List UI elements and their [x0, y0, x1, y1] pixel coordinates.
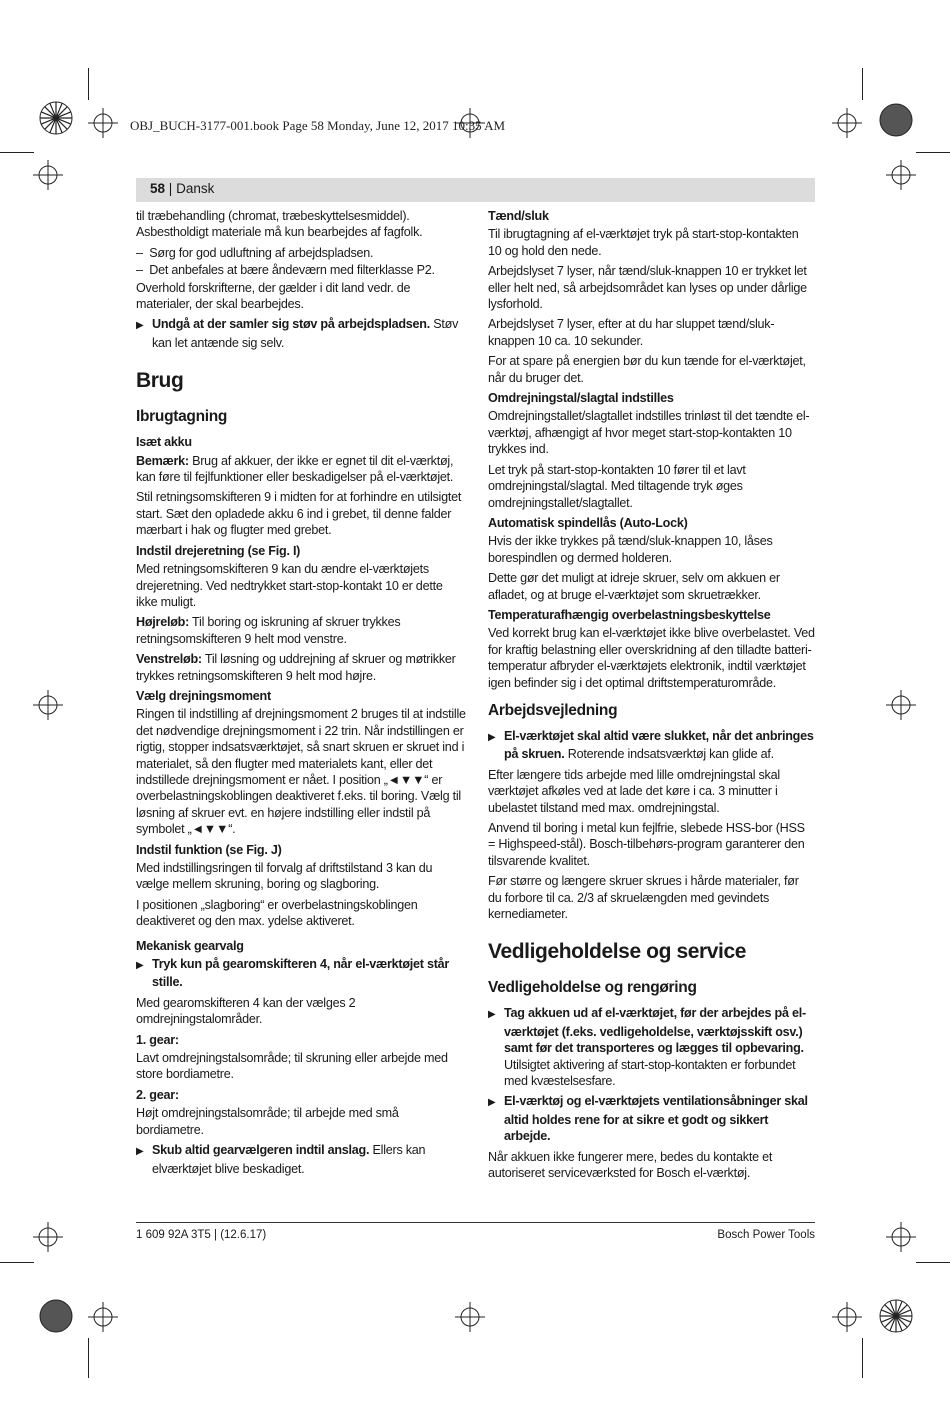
- warning-item: ▶ Tag akkuen ud af el-værktøjet, før der arbejdes på el-værktøjet (f.eks. vedligeholdelse, værktøjsskift osv.) samt før det transporteres og lægges til opbevaring. Utilsigtet aktivering af start-stop-kontakten er forbundet med kvæstelsesfare.: [488, 1006, 806, 1089]
- warning-item: ▶ Tryk kun på gearomskifteren 4, når el-værktøjet står stille.: [136, 957, 450, 990]
- paragraph: Hvis der ikke trykkes på tænd/sluk-knappen 10, låses borespindlen og dermed holderen.: [488, 534, 773, 565]
- crop-line: [916, 1262, 950, 1263]
- paragraph: til træbehandling (chromat, træbeskyttelsesmiddel). Asbestholdigt materiale må kun bearbejdes af fagfolk.: [136, 209, 423, 240]
- file-slug: OBJ_BUCH-3177-001.book Page 58 Monday, June 12, 2017 10:35 AM: [130, 118, 506, 133]
- gear-heading: 1. gear:: [136, 1032, 179, 1047]
- crop-line: [916, 152, 950, 153]
- gear-heading: 2. gear:: [136, 1087, 179, 1102]
- triangle-bullet-icon: ▶: [488, 1097, 496, 1109]
- paragraph: Ved korrekt brug kan el-værktøjet ikke blive overbelastet. Ved for kraftig belastning eller overskridning af den tilladte batteri-temperatur afbryder el-værktøjets elektronik, indtil værktøjet igen befinder sig i det optimal driftstemperaturområde.: [488, 626, 815, 690]
- topic-heading: Tænd/sluk: [488, 209, 549, 223]
- registration-mark-top-left: [36, 98, 76, 138]
- crosshair-mark-bottom-center: [455, 1302, 485, 1332]
- subsection-heading: Vedligeholdelse og rengøring: [488, 979, 697, 997]
- page-header-text: [150, 181, 214, 196]
- topic-heading: Automatisk spindellås (Auto-Lock): [488, 515, 688, 530]
- topic-heading: Indstil drejeretning (se Fig. I): [136, 543, 301, 558]
- topic-heading: Vælg drejningsmoment: [136, 688, 271, 703]
- paragraph: Efter længere tids arbejde med lille omdrejningstal skal værktøjet afkøles ved at lade det køre i ca. 3 minutter i ubelastet tilstand med max. omdrejningstal.: [488, 767, 780, 815]
- crosshair-mark-left-bottom: [33, 1222, 63, 1252]
- paragraph: Stil retningsomskifteren 9 i midten for at forhindre en utilsigtet start. Sæt den opladede akku 6 ind i grebet, til denne falder mærbart i hak og flugter med grebet.: [136, 490, 462, 538]
- paragraph: Med gearomskifteren 4 kan der vælges 2 omdrejningstalområder.: [136, 995, 356, 1027]
- note-paragraph: Bemærk: Brug af akkuer, der ikke er egnet til dit el-værktøj, kan føre til fejlfunktioner eller beskadigelser på el-værktøjet.: [136, 453, 454, 485]
- paragraph: Omdrejningstallet/slagtallet indstilles trinløst til det tændte el-værktøj, afhængigt af hvor meget start-stop-kontakten 10 trykkes ind.: [488, 409, 810, 457]
- dash-item: – Det anbefales at bære åndeværn med filterklasse P2.: [136, 263, 435, 278]
- left-column: [136, 208, 466, 1181]
- paragraph: Venstreløb: Til løsning og uddrejning af skruer og møtrikker trykkes retningsomskifteren 9 helt mod højre.: [136, 652, 456, 683]
- paragraph: For at spare på energien bør du kun tænde for el-værktøjet, når du bruger det.: [488, 354, 806, 385]
- crop-line: [862, 68, 863, 100]
- paragraph: Anvend til boring i metal kun fejlfrie, slebede HSS-bor (HSS = Highspeed-stål). Bosch-tilbehørs-program garanterer den tilsvarende kvalitet.: [488, 821, 805, 868]
- section-heading: Brug: [136, 369, 184, 393]
- crop-line: [862, 1338, 863, 1378]
- triangle-bullet-icon: ▶: [136, 320, 144, 332]
- subsection-heading: Ibrugtagning: [136, 408, 228, 426]
- paragraph: Med retningsomskifteren 9 kan du ændre el-værktøjets drejeretning. Ved nedtrykket start-stop-kontakt 10 er dette ikke muligt.: [136, 562, 443, 609]
- paragraph: Til ibrugtagning af el-værktøjet tryk på start-stop-kontakten 10 og hold den nede.: [488, 227, 799, 258]
- triangle-bullet-icon: ▶: [488, 731, 496, 743]
- crop-line: [88, 1338, 89, 1378]
- paragraph: Højreløb: Til boring og iskruning af skruer trykkes retningsomskifteren 9 helt mod venstre.: [136, 615, 401, 646]
- crosshair-mark-right-top: [886, 160, 916, 190]
- footer-document-id: 1 609 92A 3T5 | (12.6.17): [136, 1229, 267, 1241]
- topic-heading: Indstil funktion (se Fig. J): [136, 842, 282, 857]
- triangle-bullet-icon: ▶: [488, 1009, 496, 1021]
- paragraph: Overhold forskrifterne, der gælder i dit land vedr. de materialer, der skal bearbejdes.: [136, 280, 411, 312]
- registration-mark-bottom-right: [876, 1296, 916, 1336]
- crosshair-mark-top-right: [832, 108, 862, 138]
- topic-heading: Temperaturafhængig overbelastningsbeskyttelse: [488, 607, 771, 622]
- crosshair-mark-top-left: [88, 108, 118, 138]
- registration-mark-bottom-left: [36, 1296, 76, 1336]
- paragraph: Lavt omdrejningstalsområde; til skruning eller arbejde med store bordiametre.: [136, 1051, 448, 1082]
- paragraph: Med indstillingsringen til forvalg af driftstilstand 3 kan du vælge mellem skruning, boring og slagboring.: [136, 861, 433, 892]
- header-separator: |: [168, 181, 173, 196]
- crosshair-mark-left-middle: [33, 690, 63, 720]
- paragraph: Dette gør det muligt at idreje skruer, selv om akkuen er afladet, og at bruge el-værktøjet som skruetrækker.: [488, 571, 780, 602]
- page-footer: [136, 1222, 815, 1241]
- crosshair-mark-left-top: [33, 160, 63, 190]
- crop-line: [88, 68, 89, 100]
- crop-line: [0, 152, 34, 153]
- page-number: 58: [150, 181, 166, 196]
- warning-item: ▶ El-værktøjet skal altid være slukket, når det anbringes på skruen. Roterende indsatsværktøj kan glide af.: [488, 728, 814, 762]
- page-header: [136, 178, 815, 202]
- paragraph: Når akkuen ikke fungerer mere, bedes du kontakte et autoriseret serviceværksted for Bosch el-værktøj.: [488, 1149, 773, 1181]
- section-heading: Vedligeholdelse og service: [488, 940, 747, 964]
- triangle-bullet-icon: ▶: [136, 1146, 144, 1158]
- crosshair-mark-right-middle: [886, 690, 916, 720]
- header-language: Dansk: [176, 181, 215, 196]
- paragraph: Let tryk på start-stop-kontakten 10 fører til et lavt omdrejningstal/slagtal. Med tiltagende tryk øges omdrejningstallet/slagtallet.: [488, 462, 746, 510]
- dash-item: – Sørg for god udluftning af arbejdspladsen.: [136, 245, 374, 260]
- footer-brand: Bosch Power Tools: [717, 1229, 815, 1241]
- right-column: [488, 208, 815, 1186]
- paragraph: Arbejdslyset 7 lyser, når tænd/sluk-knappen 10 er trykket let eller helt ned, så arbejdsområdet kan lyses op under dårlige lysforhold.: [488, 264, 807, 312]
- paragraph: Ringen til indstilling af drejningsmoment 2 bruges til at indstille det nødvendige drejningsmoment i 22 trin. Når indstillingen er rigtig, stopper indsatsværktøjet, så snart skruen er skruet ind i materialet, så den flugter med materialets kant, eller det indstillede drejningsmoment er nået. I position „◄▼▼“ er overbelastningskoblingen deaktiveret f.eks. til boring. Vælg til løsning af skruer evt. en højere indstilling eller indstil på symbolet „◄▼▼“.: [136, 707, 466, 837]
- paragraph: Højt omdrejningstalsområde; til arbejde med små bordiametre.: [136, 1106, 399, 1137]
- crosshair-mark-bottom-left: [88, 1302, 118, 1332]
- crop-line: [0, 1262, 34, 1263]
- warning-item: ▶ El-værktøj og el-værktøjets ventilationsåbninger skal altid holdes rene for at sikre et godt og sikkert arbejde.: [488, 1094, 808, 1144]
- registration-mark-top-right: [876, 100, 916, 140]
- topic-heading: Isæt akku: [136, 435, 192, 450]
- triangle-bullet-icon: ▶: [136, 960, 144, 972]
- warning-item: ▶ Undgå at der samler sig støv på arbejdspladsen. Støv kan let antænde sig selv.: [136, 317, 459, 350]
- crosshair-mark-bottom-right: [832, 1302, 862, 1332]
- subsection-heading: Arbejdsvejledning: [488, 701, 618, 719]
- topic-heading: Mekanisk gearvalg: [136, 938, 244, 953]
- paragraph: Arbejdslyset 7 lyser, efter at du har sluppet tænd/sluk-knappen 10 ca. 10 sekunder.: [488, 317, 775, 348]
- crosshair-mark-right-bottom: [886, 1222, 916, 1252]
- warning-item: ▶ Skub altid gearvælgeren indtil anslag. Ellers kan elværktøjet blive beskadiget.: [136, 1143, 426, 1176]
- paragraph: Før større og længere skruer skrues i hårde materialer, før du forbore til ca. 2/3 af skruelængden med gevindets kernediameter.: [488, 874, 799, 922]
- paragraph: I positionen „slagboring“ er overbelastningskoblingen deaktiveret og den max. ydelse aktiveret.: [136, 897, 418, 929]
- topic-heading: Omdrejningstal/slagtal indstilles: [488, 391, 674, 406]
